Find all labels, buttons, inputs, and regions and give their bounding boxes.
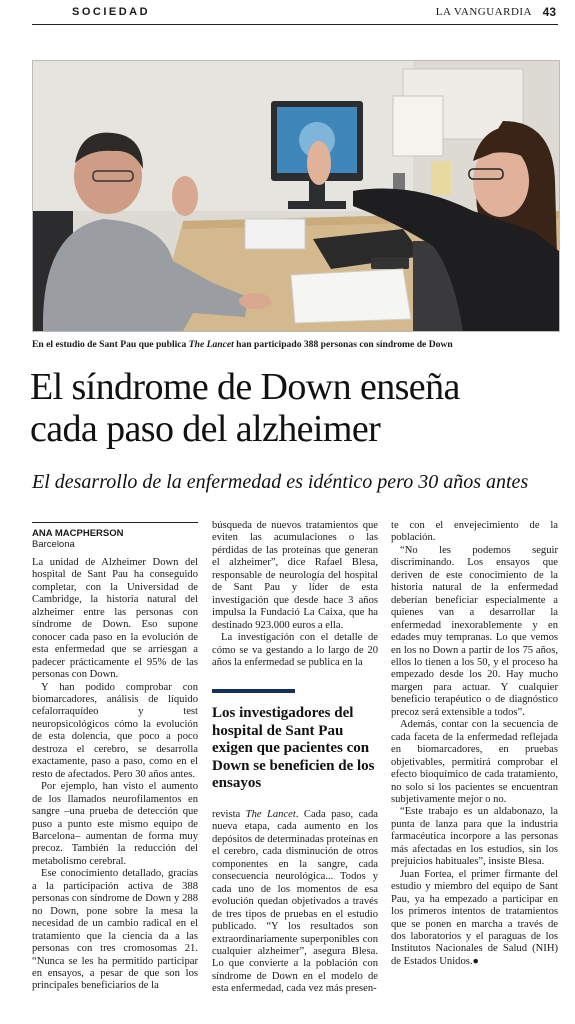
column-3 [391,520,558,968]
byline [32,522,198,550]
paragraph [212,809,378,996]
article-photo [32,60,560,332]
newspaper-name: LA VANGUARDIA [435,6,532,18]
author-name: ANA MACPHERSON [32,528,124,539]
page-header [32,6,558,25]
paragraph: te con el envejecimiento de la población. [391,520,558,544]
headline-line-2: cada paso del alzheimer [30,408,381,450]
paragraph: Y han podido comprobar con biomarcadores, análisis de líquido cefalorraquídeo y test neuropsicológicos cómo la evolución de esta dolencia, que poco a poco destroza el cerebro, se desarrolla exactamente, paso a paso, como en el resto de afectados. Pero 30 años antes. [32,681,198,780]
paragraph: La unidad de Alzheimer Down del hospital de Sant Pau ha conseguido completar, con la Universidad de Cambridge, la historia natural del alzheimer entre las personas con síndrome de Down. Eso supone conocer cada paso en la evolución de esta enfermedad que se arriesgan a padecer prácticamente el 95% de las personas con Down. [32,557,198,681]
caption-text: En el estudio de Sant Pau que publica [32,339,189,350]
headline-line-1: El síndrome de Down enseña [30,366,460,408]
text-fragment: revista [212,809,246,820]
photo-caption [32,339,558,350]
paragraph: Ese conocimiento detallado, gracias a la participación activa de 388 personas con síndrome de Down y 288 no Down, pone sobre la mesa la necesidad de un cambio radical en el tratamiento que la ciencia da a las personas con tres cromosomas 21. “Nunca se les ha permitido participar en ensayos, a pesar de que son los principales beneficiarios de la [32,868,198,992]
caption-journal: The Lancet [188,339,234,350]
paragraph: La investigación con el detalle de cómo se va gestando a lo largo de 20 años la enfermedad se publica en la [212,632,378,668]
section-label: SOCIEDAD [72,6,151,18]
paragraph: búsqueda de nuevos tratamientos que eviten las acumulaciones o las pérdidas de las proteínas que generan el alzheimer”, dice Rafael Blesa, responsable de neurología del hospital de Sant Pau y líder de esta investigación que desde hace 3 años impulsa la Fundació La Caixa, que ha destinado 923.000 euros a ella. [212,520,378,631]
pull-quote [212,689,382,793]
paragraph: “Este trabajo es un aldabonazo, la punta de lanza para que la industria farmacéutica incorpore a las personas más afectadas en los estudios, sin los prejuicios habituales”, insiste Blesa. [391,806,558,868]
page-number: 43 [542,5,556,19]
headline [30,366,560,450]
column-2-continued [212,809,378,996]
caption-text-end: han participado 388 personas con síndrome de Down [233,339,453,350]
end-mark: ● [472,955,479,967]
column-2 [212,520,378,669]
paragraph: “No les podemos seguir discriminando. Los ensayos que deriven de este conocimiento de la historia natural de la enfermedad deberían beneficiar especialmente a quienes van a desarrollar la enfermedad inexorablemente y en edades muy tempranas. Lo que vemos en los no Down a partir de los 75 años, ellos lo tienen a los 50, y el proceso ha empezado desde los 20. Hay mucho margen para actuar. Y cualquier beneficio terapéutico o de diagnóstico precoz será extensible a todos”. [391,544,558,718]
journal-name: The Lancet [245,809,296,820]
photo-illustration [33,61,559,331]
text-fragment: . Cada paso, cada nueva etapa, cada aumento en los depósitos de determinadas proteínas en el cerebro, cada disminución de otros componentes en la sangre, cada consecuencia neurológica... Todos y cada uno de los momentos de esa evolución quedan objetivados a través de tres tipos de pruebas en el estudio publicado. “Y los resultados son extraordinariamente superponibles con cualquier alzheimer”, asegura Blesa. Lo que convierte a la población con síndrome de Down en el modelo de esta enfermedad, cada vez más presen- [212,809,378,995]
paragraph [391,869,558,969]
subheadline: El desarrollo de la enfermedad es idéntico pero 30 años antes [32,471,529,493]
pull-quote-rule [212,689,295,693]
pull-quote-text: Los investigadores del hospital de Sant Pau exigen que pacientes con Down se beneficien de los ensayos [212,705,375,791]
column-1 [32,557,198,993]
paragraph: Además, contar con la secuencia de cada faceta de la enfermedad reflejada en biomarcadores, en pruebas objetivables, permitirá comprobar el efecto bioquímico de cada tratamiento, no solo si los pacientes se encuentran subjetivamente mejor o no. [391,719,558,805]
dateline-city: Barcelona [32,539,75,550]
text-fragment: Juan Fortea, el primer firmante del estudio y miembro del equipo de Sant Pau, ya ha empezado a participar en los primeros intentos de tratamientos que se ponen en marcha a través de dos laboratorios y el paraguas de los Institutos Nacionales de Salud (NIH) de Estados Unidos. [391,868,558,967]
paragraph: Por ejemplo, han visto el aumento de los llamados neurofilamentos en sangre –una prueba de detección que puso a punto este mismo equipo de Barcelona– aumentan de forma muy precoz. También la reducción del metabolismo cerebral. [32,781,198,867]
